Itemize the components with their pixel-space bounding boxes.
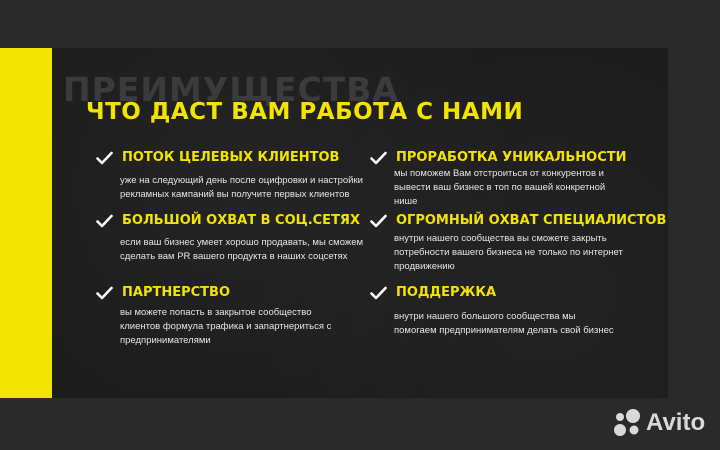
description-line: потребности вашего бизнеса не только по интернет bbox=[394, 247, 623, 258]
description-line: нише bbox=[394, 196, 418, 207]
accent-bar bbox=[0, 48, 52, 398]
benefit-description bbox=[120, 306, 331, 348]
description-line: предпринимателями bbox=[120, 335, 211, 346]
description-line: клиентов формула трафика и запартнериться с bbox=[120, 321, 332, 332]
slide-headline: ЧТО ДАСТ ВАМ РАБОТА С НАМИ bbox=[86, 99, 524, 125]
benefit-uniqueness bbox=[370, 150, 626, 209]
benefit-title: ПАРТНЕРСТВО bbox=[122, 285, 230, 300]
check-icon bbox=[96, 214, 113, 228]
description-line: если ваш бизнес умеет хорошо продавать, мы сможем bbox=[120, 237, 364, 248]
description-line: внутри нашего большого сообщества мы bbox=[394, 311, 576, 322]
benefit-support bbox=[370, 285, 614, 338]
benefit-description bbox=[394, 310, 614, 338]
description-line: внутри нашего сообщества вы сможете закрыть bbox=[394, 233, 607, 244]
benefit-title: ПРОРАБОТКА УНИКАЛЬНОСТИ bbox=[396, 150, 627, 165]
check-icon bbox=[370, 151, 387, 165]
benefit-title: ПОДДЕРЖКА bbox=[396, 285, 497, 300]
benefit-description bbox=[120, 174, 363, 202]
benefit-title: ПОТОК ЦЕЛЕВЫХ КЛИЕНТОВ bbox=[122, 150, 340, 165]
avito-watermark bbox=[612, 408, 705, 438]
check-icon bbox=[370, 286, 387, 300]
description-line: вы можете попасть в закрытое сообщество bbox=[120, 307, 312, 318]
description-line: продвижению bbox=[394, 261, 455, 272]
benefit-partnership bbox=[96, 285, 331, 348]
avito-logo-icon bbox=[612, 408, 642, 438]
benefit-description bbox=[120, 236, 363, 264]
check-icon bbox=[370, 214, 387, 228]
check-icon bbox=[96, 151, 113, 165]
benefit-client-flow bbox=[96, 150, 363, 202]
description-line: мы поможем Вам отстроиться от конкурентов и bbox=[394, 168, 604, 179]
description-line: уже на следующий день после оцифровки и настройки bbox=[120, 175, 363, 186]
benefit-description bbox=[394, 232, 666, 274]
benefit-title: ОГРОМНЫЙ ОХВАТ СПЕЦИАЛИСТОВ bbox=[396, 213, 667, 228]
benefit-title: БОЛЬШОЙ ОХВАТ В СОЦ.СЕТЯХ bbox=[122, 213, 360, 228]
section-watermark: ПРЕИМУЩЕСТВА bbox=[63, 70, 399, 109]
description-line: помогаем предпринимателям делать свой бизнес bbox=[394, 325, 614, 336]
avito-logo-text: Avito bbox=[646, 409, 706, 436]
benefit-specialists-reach bbox=[370, 213, 666, 274]
description-line: вывести ваш бизнес в топ по вашей конкретной bbox=[394, 182, 606, 193]
description-line: сделать вам PR вашего продукта в наших соцсетях bbox=[120, 251, 348, 262]
benefit-social-reach bbox=[96, 213, 363, 264]
description-line: рекламных кампаний вы получите первых клиентов bbox=[120, 189, 350, 200]
check-icon bbox=[96, 286, 113, 300]
benefit-description bbox=[394, 167, 626, 209]
